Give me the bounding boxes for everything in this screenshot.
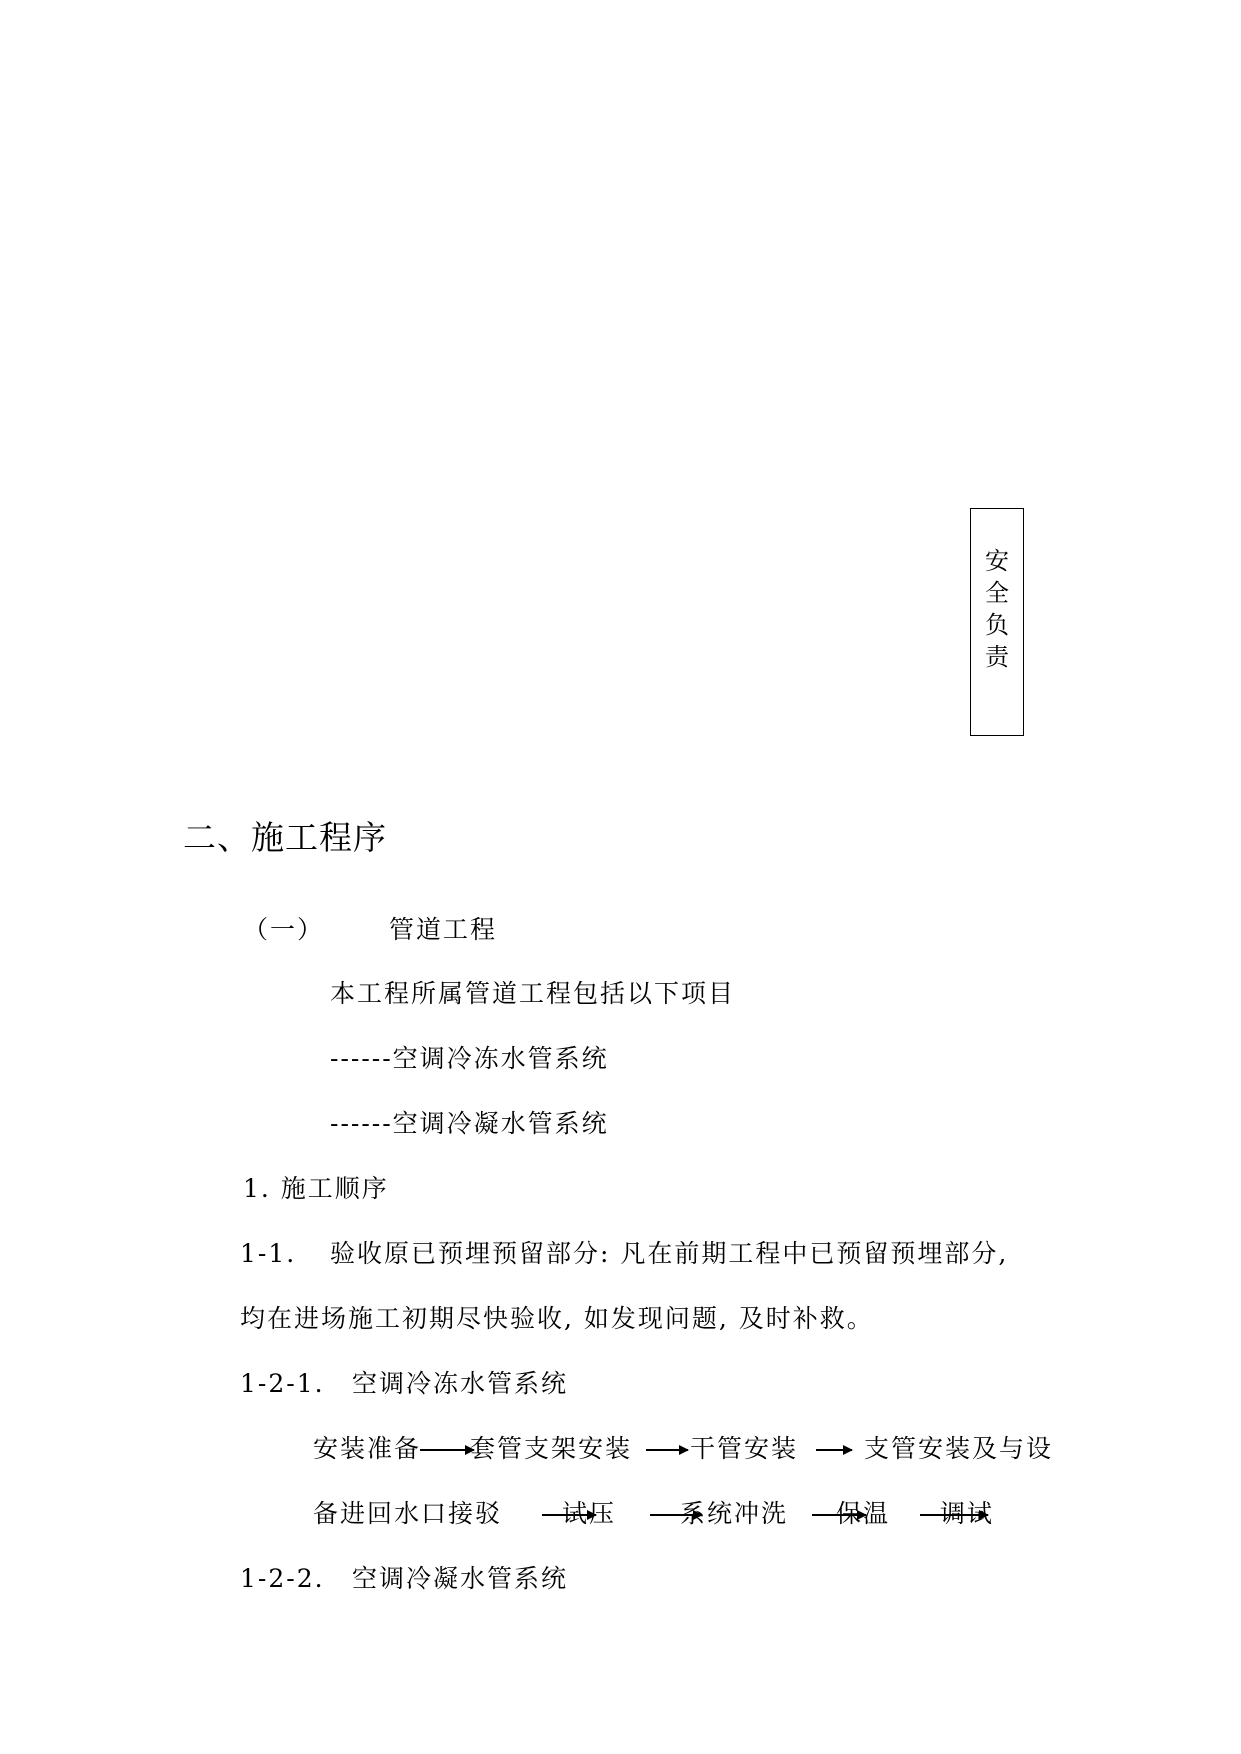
order-heading: 1. 施工顺序: [243, 1174, 389, 1203]
subsection-number: （一）: [243, 915, 325, 944]
paragraph-line: 验收原已预埋预留部分: 凡在前期工程中已预留预埋部分,: [330, 1239, 1009, 1268]
flow-step: 安装准备: [313, 1434, 422, 1463]
flow-step: 支管安装及与设: [864, 1434, 1054, 1463]
subsection-title: 管道工程: [389, 915, 498, 944]
item-number: 1-2-2.: [240, 1564, 325, 1593]
item-title: 空调冷冻水管系统: [352, 1369, 569, 1398]
flow-step: 保温: [836, 1499, 891, 1528]
intro-text: 本工程所属管道工程包括以下项目: [330, 979, 736, 1008]
side-note-char: 责: [985, 643, 1009, 671]
side-note-char: 负: [985, 611, 1009, 639]
flow-step: 套管支架安装: [470, 1434, 633, 1463]
system-item: ------空调冷冻水管系统: [330, 1044, 609, 1073]
paragraph-line: 均在进场施工初期尽快验收, 如发现问题, 及时补救。: [240, 1304, 874, 1333]
flow-step: 干管安装: [690, 1434, 799, 1463]
side-note-char: 全: [985, 579, 1009, 607]
flow-step: 系统冲洗: [680, 1499, 789, 1528]
item-title: 空调冷凝水管系统: [352, 1564, 569, 1593]
side-note-char: 安: [985, 547, 1009, 575]
item-number: 1-2-1.: [240, 1369, 325, 1398]
item-number: 1-1.: [240, 1239, 297, 1268]
flow-step: 备进回水口接驳: [313, 1499, 503, 1528]
flow-step: 调试: [940, 1499, 995, 1528]
side-note-box: [970, 508, 1024, 736]
section-title: 二、施工程序: [183, 818, 387, 857]
flow-step: 试压: [562, 1499, 617, 1528]
system-item: ------空调冷凝水管系统: [330, 1109, 609, 1138]
